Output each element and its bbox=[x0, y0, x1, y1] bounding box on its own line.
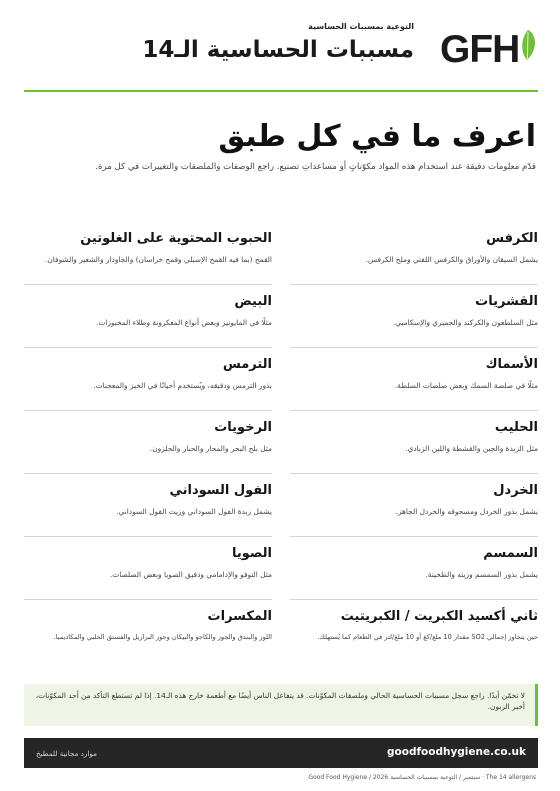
allergen-item-sesame bbox=[290, 537, 538, 600]
allergen-desc: يشمل بذور السمسم وزيته والطحينة. bbox=[425, 569, 538, 579]
leaf-icon bbox=[522, 30, 535, 60]
allergen-desc: مثل التوفو والإدامامي ودقيق الصويا وبعض الصلصات. bbox=[109, 569, 272, 579]
allergen-item-celery bbox=[290, 222, 538, 285]
allergen-desc: مثلًا في المايونيز وبعض أنواع المعكرونة وطلاء المخبوزات. bbox=[96, 317, 272, 327]
allergen-desc: يشمل بذور الخردل ومسحوقه والخردل الجاهز. bbox=[395, 506, 538, 516]
allergen-item-fish bbox=[290, 348, 538, 411]
footer-bar bbox=[24, 738, 538, 768]
hero-subtitle: قدّم معلومات دقيقة عند استخدام هذه المواد مكوّناتٍ أو مساعداتِ تصنيع. راجع الوصفات والملصقات والتغييرات في كل مرة. bbox=[95, 162, 536, 172]
allergen-item-milk bbox=[290, 411, 538, 474]
allergen-name: الفول السوداني bbox=[169, 483, 272, 498]
allergen-item-crustaceans bbox=[290, 285, 538, 348]
allergen-name: الحليب bbox=[494, 420, 538, 435]
allergen-desc: مثلًا في صلصة السمك وبعض صلصات السلطة. bbox=[394, 380, 538, 390]
allergen-name: الأسماك bbox=[485, 357, 538, 372]
warning-note bbox=[24, 684, 538, 726]
allergen-desc: مثل بلح البحر والمحار والحبار والحلزون. bbox=[149, 443, 272, 453]
hero bbox=[46, 120, 536, 173]
allergen-grid bbox=[24, 222, 538, 663]
allergen-name: الحبوب المحتوية على الغلوتين bbox=[80, 231, 272, 246]
allergen-name: الترمس bbox=[222, 357, 272, 372]
allergen-item-mustard bbox=[290, 474, 538, 537]
allergen-name: الرخويات bbox=[214, 420, 272, 435]
allergen-name: الكرفس bbox=[486, 231, 538, 246]
allergen-desc: بذور الترمس ودقيقه، ويُستخدم أحيانًا في الخبز والمعجنات. bbox=[93, 380, 272, 390]
note-text: لا تخمّن أبدًا. راجع سجل مسببات الحساسية الحالي وملصقات المكوّنات. قد يتفاعل الناس أيضًا مع أطعمة خارج هذه الـ14. إذا لم تستطع التأكد من أحد المكوّنات، أخبر الزبون. bbox=[35, 691, 525, 712]
hero-title: اعرف ما في كل طبق bbox=[218, 119, 536, 154]
footer-resources: موارد مجانية للمطبخ bbox=[36, 749, 97, 758]
allergen-desc: مثل السلطعون والكركند والجمبري والإسكامبي. bbox=[392, 317, 538, 327]
allergen-name: ثاني أكسيد الكبريت / الكبريتيت bbox=[340, 609, 538, 624]
document-title: مسببات الحساسية الـ14 bbox=[142, 37, 414, 63]
allergen-desc: مثل الزبدة والجبن والقشطة واللبن الزبادي. bbox=[405, 443, 538, 453]
credit-line: Good Food Hygiene / 2026 سبتمبر / التوعية بمسببات الحساسية · The 14 allergens bbox=[308, 774, 536, 781]
allergen-desc: يشمل السيقان والأوراق والكرفس اللفتي وملح الكرفس. bbox=[365, 254, 538, 264]
allergen-name: الصويا bbox=[231, 546, 272, 561]
allergen-item-eggs bbox=[24, 285, 272, 348]
allergen-item-peanuts bbox=[24, 474, 272, 537]
allergen-desc: القمح (بما فيه القمح الإسبلي وقمح خراسان) والجاودار والشعير والشوفان. bbox=[45, 254, 272, 264]
header-divider bbox=[24, 90, 538, 92]
allergen-item-lupin bbox=[24, 348, 272, 411]
allergen-item-sulphites bbox=[290, 600, 538, 663]
allergen-name: القشريات bbox=[475, 294, 538, 309]
allergen-desc: اللوز والبندق والجوز والكاجو والبيكان وجوز البرازيل والفستق الحلبي والمكاديميا. bbox=[53, 632, 272, 641]
allergen-desc: يشمل زبدة الفول السوداني وزيت الفول السوداني. bbox=[116, 506, 272, 516]
allergen-item-soya bbox=[24, 537, 272, 600]
gfh-logo bbox=[440, 26, 538, 68]
header-kicker: التوعية بمسببات الحساسية bbox=[308, 22, 414, 31]
allergen-name: السمسم bbox=[483, 546, 538, 561]
allergen-item-molluscs bbox=[24, 411, 272, 474]
allergen-name: الخردل bbox=[493, 483, 538, 498]
website-link[interactable]: goodfoodhygiene.co.uk bbox=[387, 746, 526, 758]
allergen-item-gluten bbox=[24, 222, 272, 285]
allergen-name: المكسرات bbox=[207, 609, 272, 624]
allergen-item-tree-nuts bbox=[24, 600, 272, 663]
allergen-name: البيض bbox=[234, 294, 272, 309]
logo-text: GFH bbox=[440, 28, 520, 68]
header bbox=[114, 22, 414, 62]
allergen-desc: حين يتجاوز إجمالي SO2 مقدار 10 ملغ/كغ أو 10 ملغ/لتر في الطعام كما يُستهلك. bbox=[317, 632, 538, 641]
